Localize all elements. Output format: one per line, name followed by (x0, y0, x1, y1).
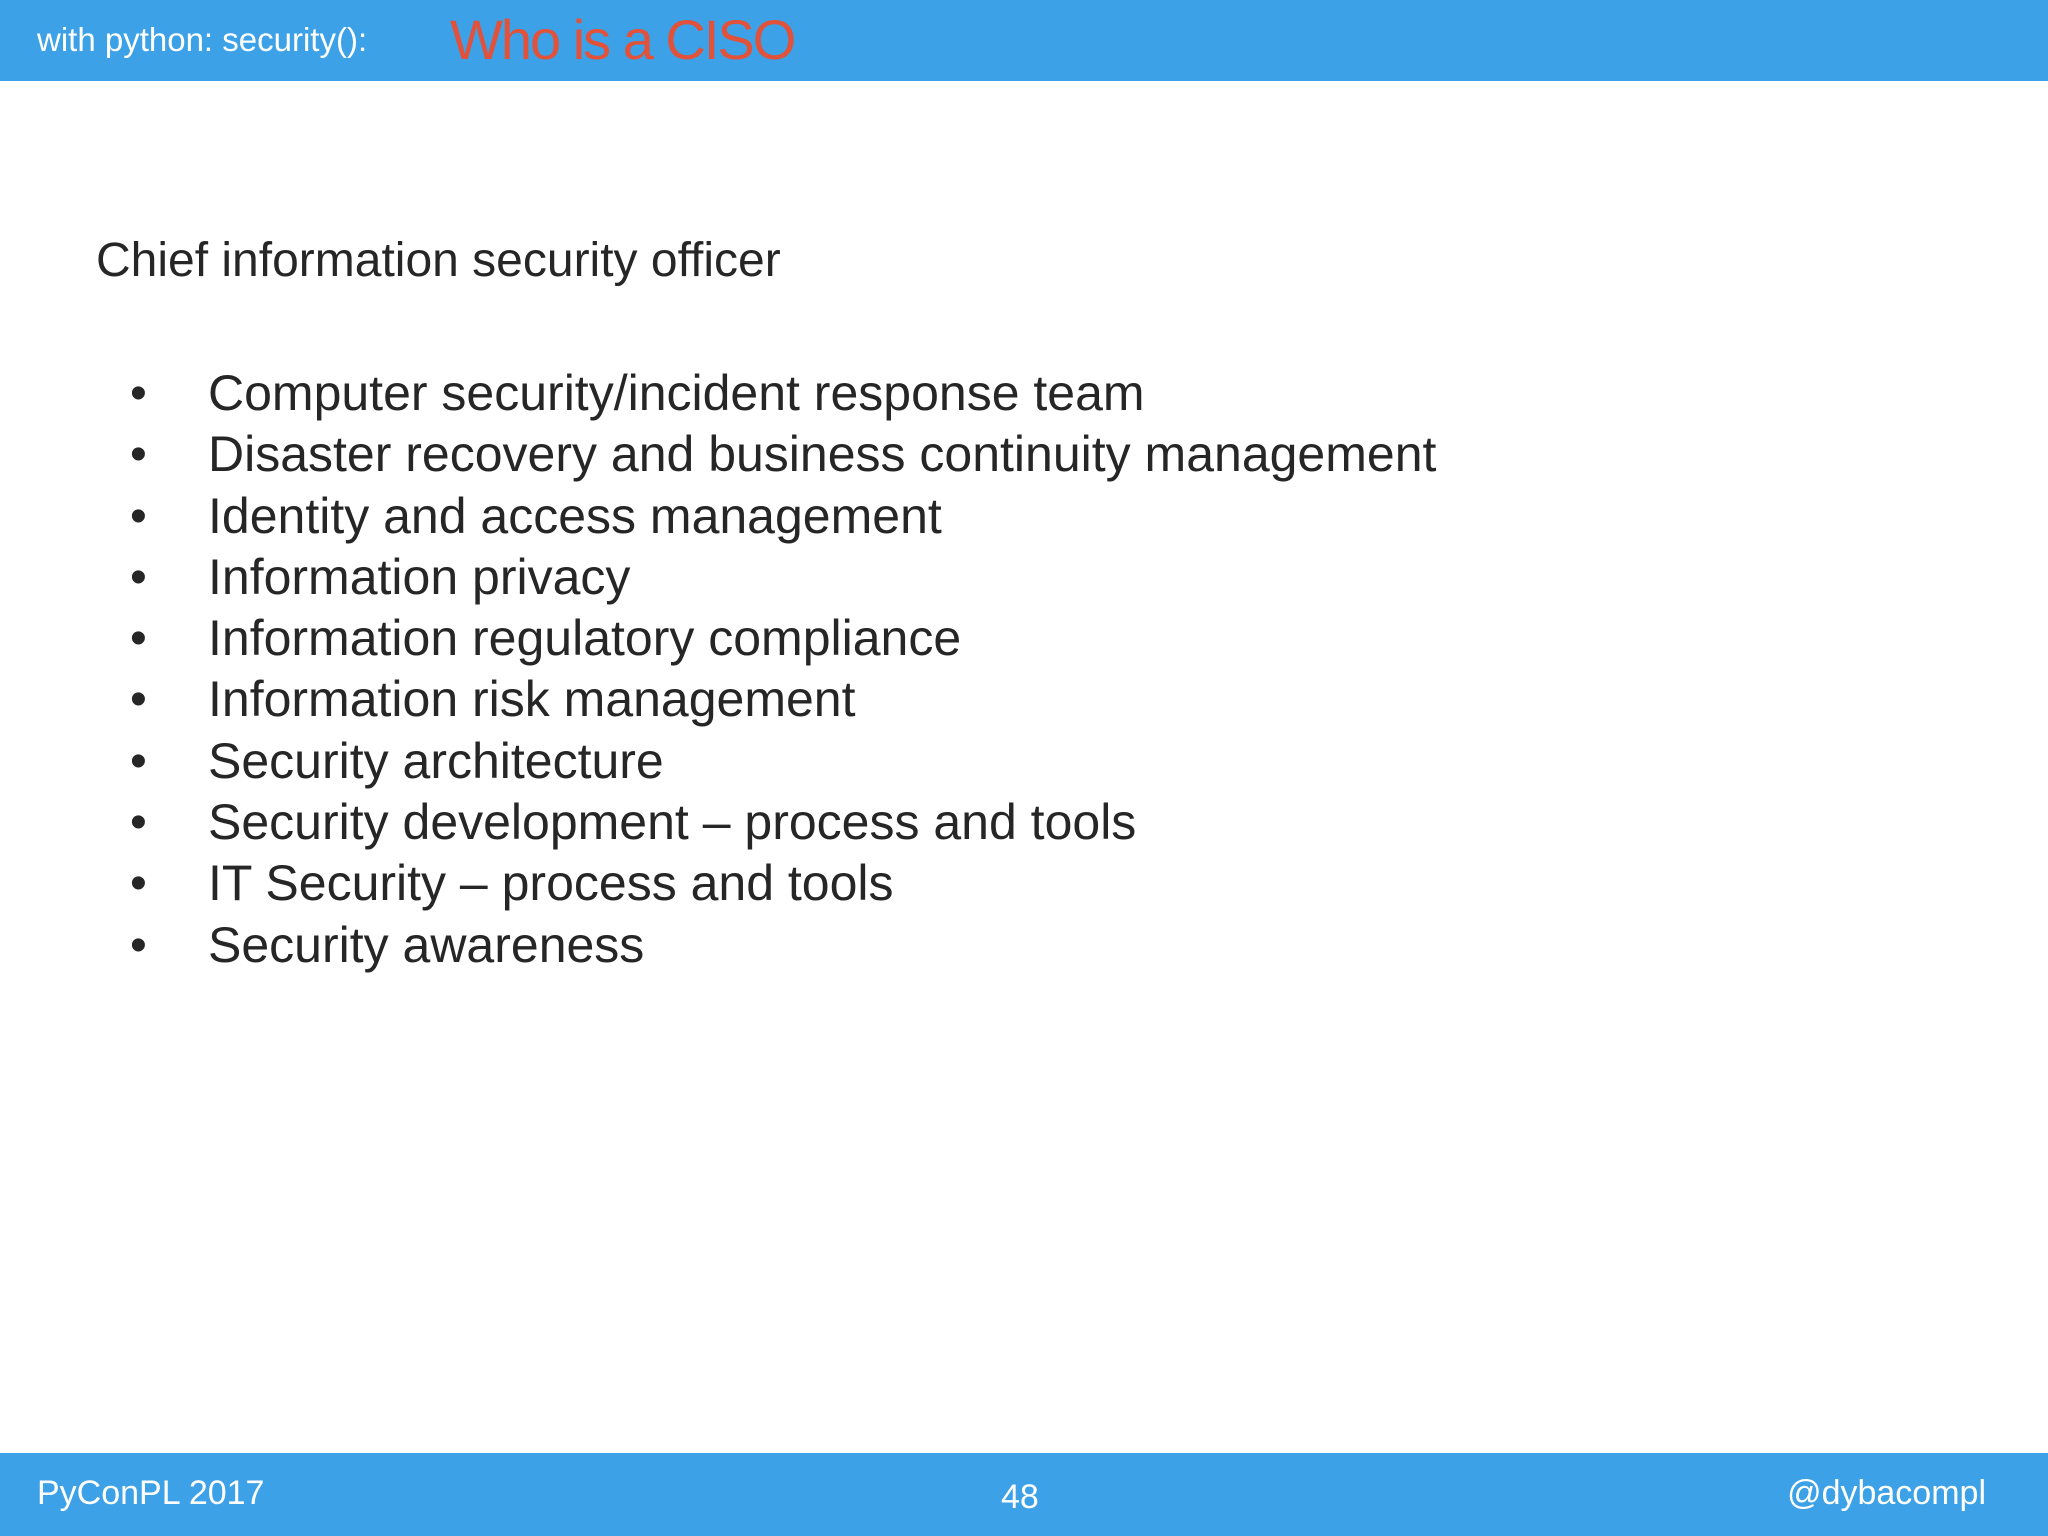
footer-handle: @dybacompl (1787, 1474, 1986, 1512)
bullet-text: Security awareness (208, 916, 645, 973)
content-heading: Chief information security officer (96, 234, 781, 287)
bullet-icon: • (130, 673, 147, 727)
slide-title: Who is a CISO (450, 8, 795, 71)
slide-footer (0, 1453, 2048, 1536)
list-item (0, 669, 1600, 730)
bullet-text: Disaster recovery and business continuity management (208, 426, 1437, 483)
bullet-icon: • (130, 489, 147, 543)
slide-content (0, 81, 2048, 1453)
bullet-text: Computer security/incident response team (208, 365, 1145, 421)
list-item (0, 608, 1600, 669)
bullet-icon: • (130, 367, 147, 420)
list-item (0, 731, 1600, 792)
bullet-icon: • (130, 550, 147, 604)
bullet-text: IT Security – process and tools (208, 855, 894, 912)
bullet-text: Identity and access management (208, 487, 942, 544)
bullet-text: Information regulatory compliance (208, 610, 962, 667)
bullet-text: Information privacy (208, 548, 631, 605)
bullet-text: Security development – process and tools (208, 794, 1137, 851)
header-subtitle: with python: security(): (37, 21, 368, 58)
bullet-icon: • (130, 734, 147, 788)
bullet-icon: • (130, 918, 147, 972)
list-item (0, 486, 1600, 547)
bullet-icon: • (130, 428, 147, 482)
bullet-text: Information risk management (208, 671, 856, 728)
bullet-list (0, 363, 1600, 976)
slide-header (0, 0, 2048, 81)
page-number: 48 (1001, 1478, 1039, 1516)
bullet-icon: • (130, 857, 147, 911)
list-item (0, 792, 1600, 853)
list-item (0, 363, 1600, 424)
bullet-icon: • (130, 796, 147, 850)
footer-event: PyConPL 2017 (37, 1474, 265, 1512)
bullet-text: Security architecture (208, 732, 664, 789)
list-item (0, 853, 1600, 914)
bullet-icon: • (130, 612, 147, 666)
list-item (0, 915, 1600, 976)
list-item (0, 547, 1600, 608)
list-item (0, 424, 1600, 485)
